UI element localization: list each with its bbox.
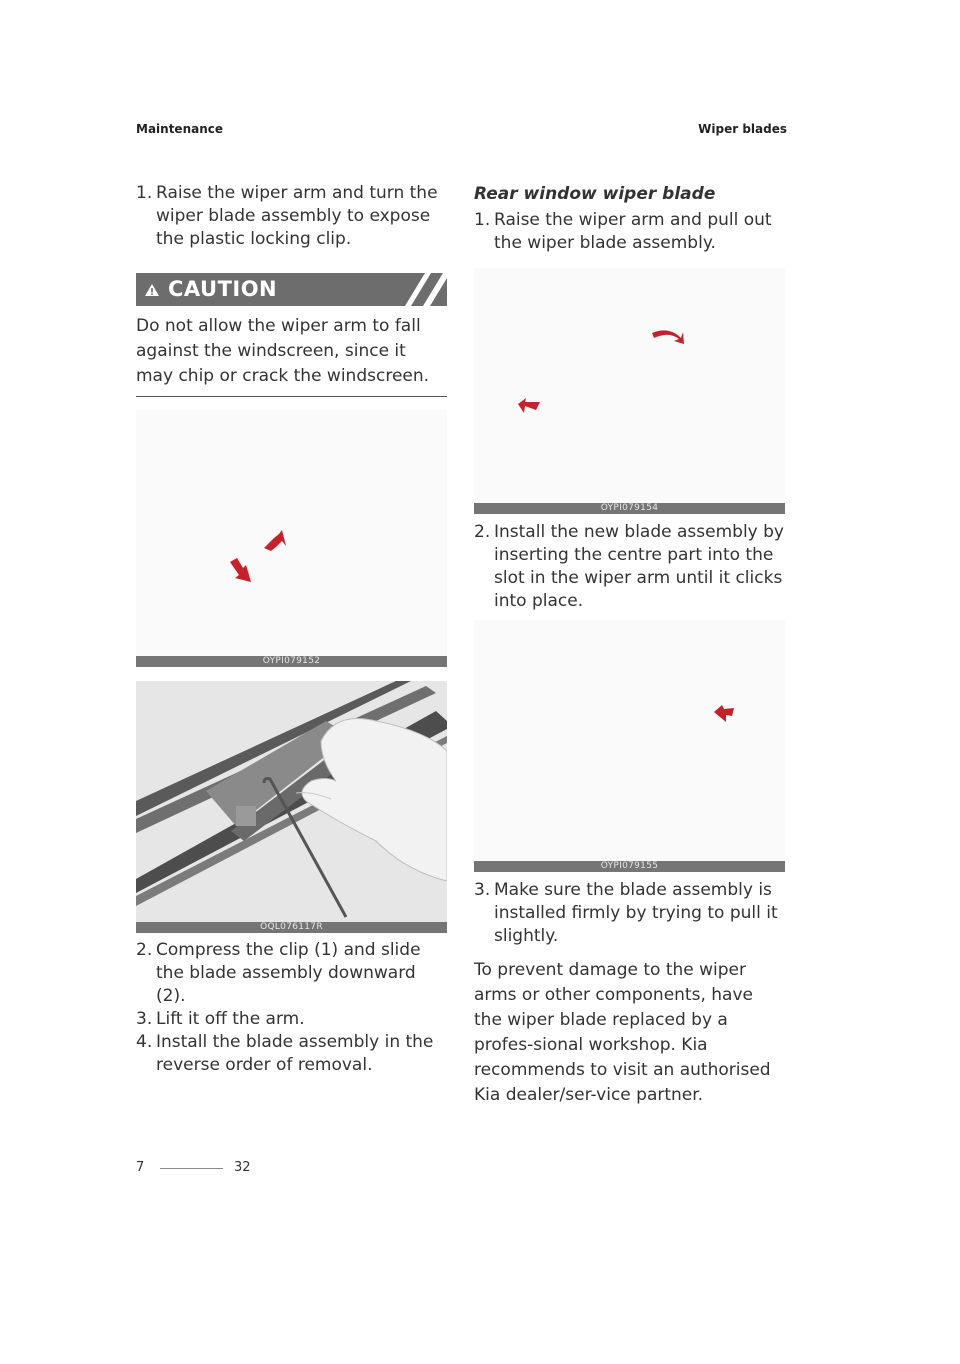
- step-number: 1.: [474, 210, 491, 230]
- rear-wiper-section-heading: [474, 184, 786, 204]
- red-arrows-illustration: [136, 410, 447, 656]
- figure-wiper-clip-photo: [136, 681, 447, 922]
- step-text: Lift it off the arm.: [156, 1009, 305, 1029]
- right-step-1: [474, 209, 786, 255]
- figure-caption: OYPI079155: [474, 861, 785, 872]
- running-header-section: Maintenance: [136, 122, 224, 136]
- step-text: Raise the wiper arm and pull out the wiper blade assembly.: [494, 210, 772, 253]
- figure-caption: OYPI079154: [474, 503, 785, 514]
- caution-banner: [136, 273, 447, 306]
- red-arrows-illustration: [474, 268, 785, 503]
- curved-arrow-icon: [652, 330, 684, 344]
- warning-triangle-icon: [144, 283, 160, 297]
- step-number: 4.: [136, 1032, 153, 1052]
- caution-stripes-decoration: [395, 273, 447, 306]
- caution-body: [136, 314, 448, 389]
- left-step-2: [136, 939, 448, 1008]
- arrow-left-icon: [714, 705, 734, 722]
- figure-wiper-rotate: [136, 410, 447, 656]
- figure-caption: OQL076117R: [136, 922, 447, 933]
- arrow-down-icon: [230, 558, 251, 582]
- step-text: Install the new blade assembly by inserting the centre part into the slot in the wiper arm until it clicks into place.: [494, 522, 784, 611]
- arrow-left-icon: [518, 398, 540, 413]
- step-text: Make sure the blade assembly is installed firmly by trying to pull it slightly.: [494, 880, 778, 946]
- step-number: 2.: [474, 522, 491, 542]
- running-header-topic: Wiper blades: [698, 122, 787, 136]
- section-heading: Rear window wiper blade: [474, 184, 716, 204]
- service-note-text: To prevent damage to the wiper arms or other components, have the wiper blade replaced by a profes-sional workshop. Kia recommends to visit an authorised Kia dealer/ser-vice partner.: [474, 960, 771, 1105]
- figure-rear-wiper-remove: [474, 268, 785, 503]
- figure-caption: OYPI079152: [136, 656, 447, 667]
- service-note: [474, 958, 786, 1108]
- step-number: 1.: [136, 183, 153, 203]
- step-text: Raise the wiper arm and turn the wiper blade assembly to expose the plastic locking clip.: [156, 183, 438, 249]
- step-number: 3.: [136, 1009, 153, 1029]
- chapter-number: 7: [136, 1160, 145, 1175]
- caution-divider: [136, 396, 447, 397]
- footer-divider: [160, 1168, 223, 1169]
- red-arrows-illustration: [474, 620, 785, 861]
- step-text: Install the blade assembly in the reverse order of removal.: [156, 1032, 434, 1075]
- page-number: 32: [234, 1160, 251, 1175]
- right-step-2: [474, 521, 786, 613]
- step-number: 3.: [474, 880, 491, 900]
- wiper-clip-photo-illustration: [136, 681, 447, 922]
- right-step-3: [474, 879, 786, 948]
- left-steps-list: [136, 939, 448, 1077]
- caution-text: Do not allow the wiper arm to fall against the windscreen, since it may chip or crack the windscreen.: [136, 316, 430, 386]
- caution-label: CAUTION: [168, 277, 278, 301]
- step-text: Compress the clip (1) and slide the blade assembly downward (2).: [156, 940, 421, 1006]
- arrow-up-icon: [264, 530, 286, 551]
- left-step-1: [136, 182, 448, 251]
- left-step-3: [136, 1008, 448, 1031]
- left-step-4: [136, 1031, 448, 1077]
- figure-rear-wiper-install: [474, 620, 785, 861]
- step-number: 2.: [136, 940, 153, 960]
